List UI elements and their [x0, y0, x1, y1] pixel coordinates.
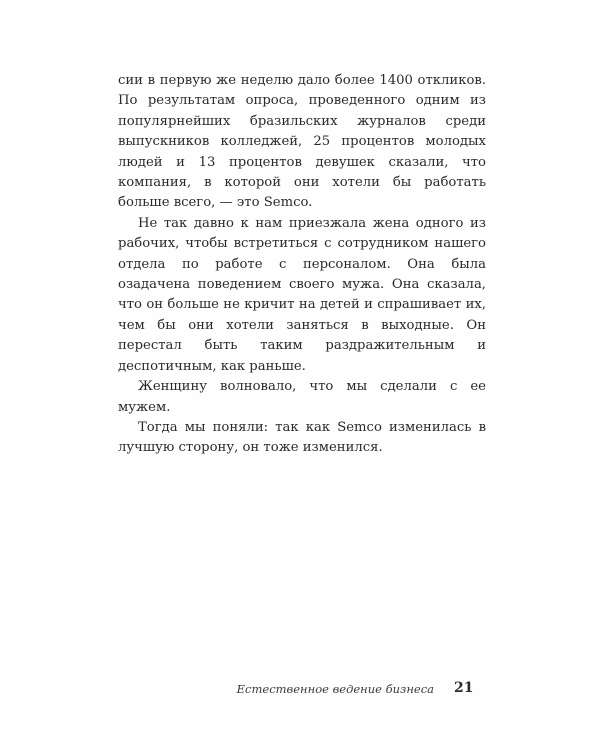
page-footer [0, 680, 600, 700]
running-title: Естественное ведение бизнеса [236, 682, 434, 696]
paragraph: Женщину волновало, что мы сделали с ее мужем. [118, 379, 486, 415]
body-text [118, 71, 486, 459]
page-number: 21 [454, 680, 474, 696]
paragraph: Тогда мы поняли: так как Semco изменилась в лучшую сторону, он тоже изменился. [118, 419, 486, 456]
paragraph: Не так давно к нам приезжала жена одного из рабочих, чтобы встретиться с сотрудником нашего отдела по работе с персоналом. Она была озадачена поведением своего мужа. Она сказала, что он больше не кричит на детей и спрашивает их, чем бы они хотели заняться в выходные. Он перестал быть таким раздражительным и деспотичным, как раньше. [118, 215, 486, 374]
paragraph-continuation: сии в первую же неделю дало более 1400 откликов. По результатам опроса, проведенного одним из популярнейших бразильских журналов среди выпускников колледжей, 25 процентов молодых людей и 13 процентов девушек сказали, что компания, в которой они хотели бы работать больше всего, — это Semco. [118, 73, 486, 211]
